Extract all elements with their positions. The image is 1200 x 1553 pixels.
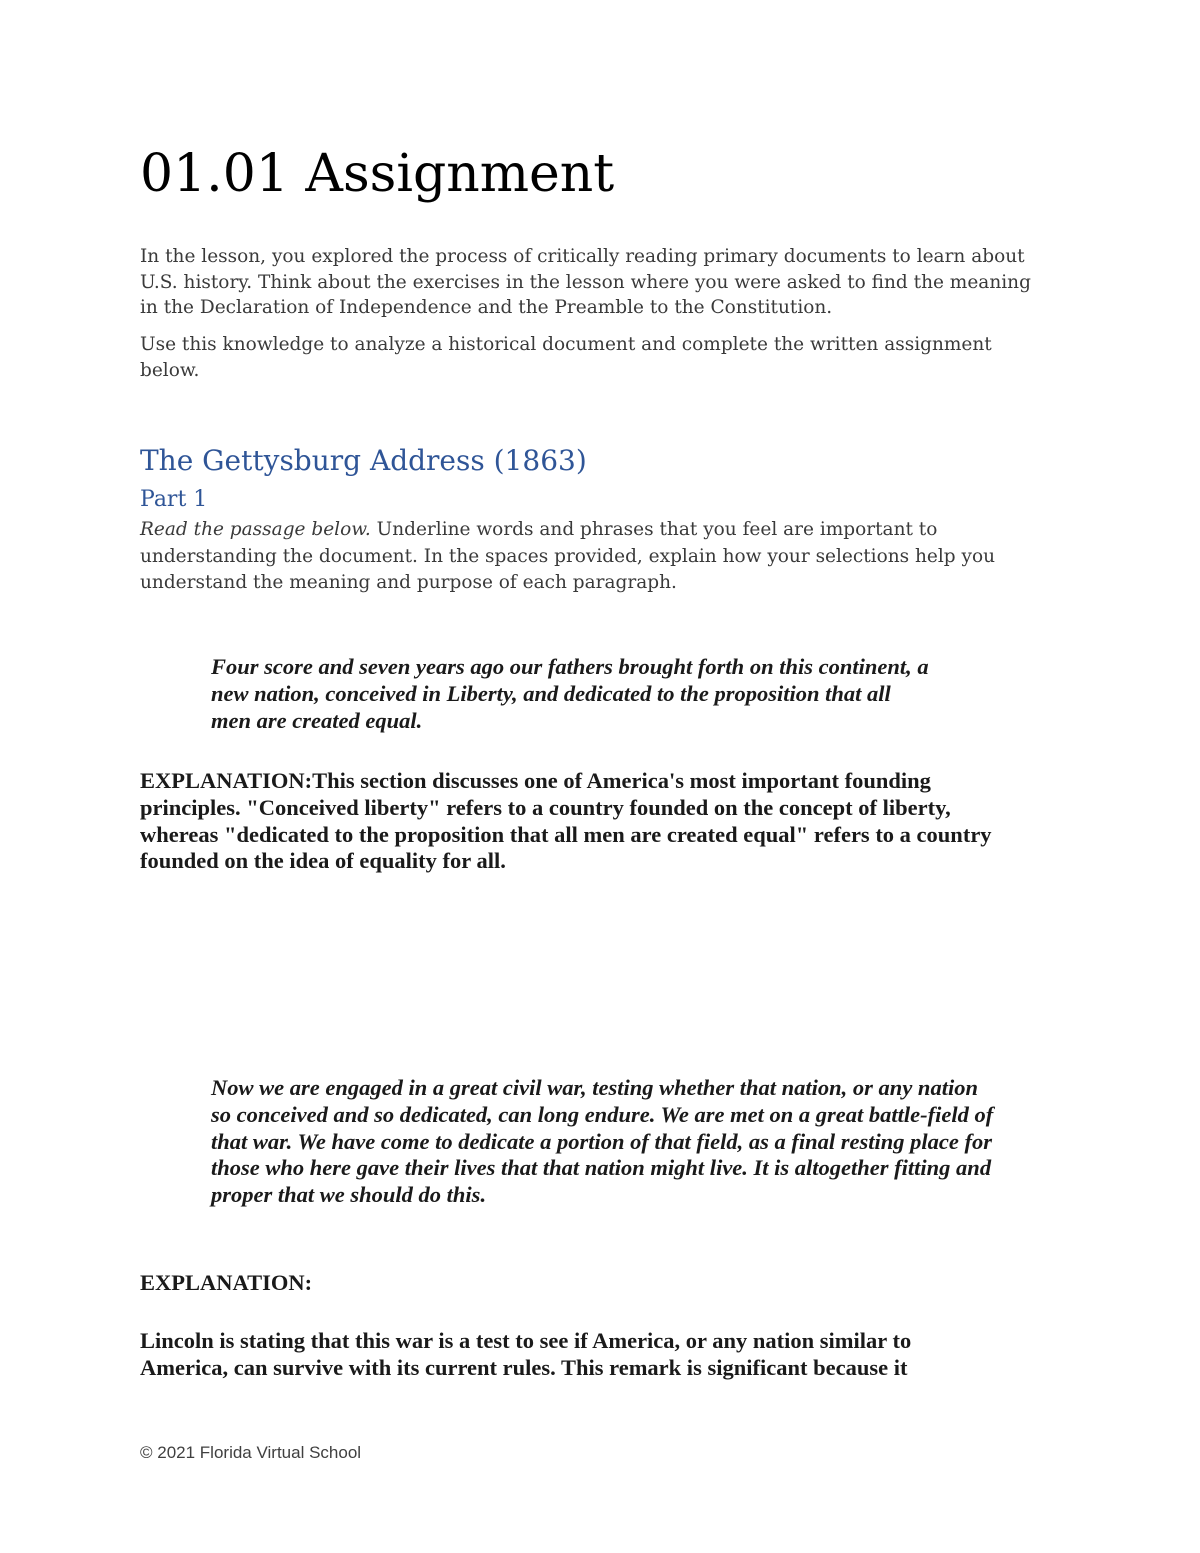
passage-1: Four score and seven years ago our fathers brought forth on this continent, a new nation, conceived in Liberty, and dedicated to the proposition that all men are created equal. [211,654,929,733]
explanation-2-label: EXPLANATION: [140,1270,313,1295]
explanation-1-label: EXPLANATION: [140,768,313,793]
explanation-2-text: Lincoln is stating that this war is a test to see if America, or any nation similar to America, can survive with its current rules. This remark is significant because it [140,1328,912,1380]
passage-2: Now we are engaged in a great civil war, testing whether that nation, or any nation so conceived and so dedicated, can long endure. We are met on a great battle-field of that war. We have come to dedicate a portion of that field, as a final resting place for those who here gave their lives that that nation might live. It is altogether fitting and proper that we should do this. [211,1075,994,1208]
explanation-1-text: This section discusses one of America's most important founding principles. "Conceived liberty" refers to a country founded on the concept of liberty, whereas "dedicated to the proposition that all men are created equal" refers to a country founded on the idea of equality for all. [140,768,992,874]
intro-paragraph-1: In the lesson, you explored the process of critically reading primary documents to learn about U.S. history. Think about the exercises in the lesson where you were asked to find the meaning in the Declaration of Independence and the Preamble to the Constitution. [140,246,1031,318]
instructions-lead: Read the passage below. [140,519,371,540]
explanation-1 [140,768,1000,875]
instructions [140,517,1030,597]
section-heading: The Gettysburg Address (1863) [140,444,587,477]
intro-paragraph-2: Use this knowledge to analyze a historical document and complete the written assignment below. [140,334,992,381]
instructions-body: Underline words and phrases that you feel are important to understanding the document. In the spaces provided, explain how your selections help you understand the meaning and purpose of each paragraph. [140,519,996,593]
page-title: 01.01 Assignment [140,144,615,204]
part-heading: Part 1 [140,487,208,512]
footer-copyright: © 2021 Florida Virtual School [140,1443,362,1462]
